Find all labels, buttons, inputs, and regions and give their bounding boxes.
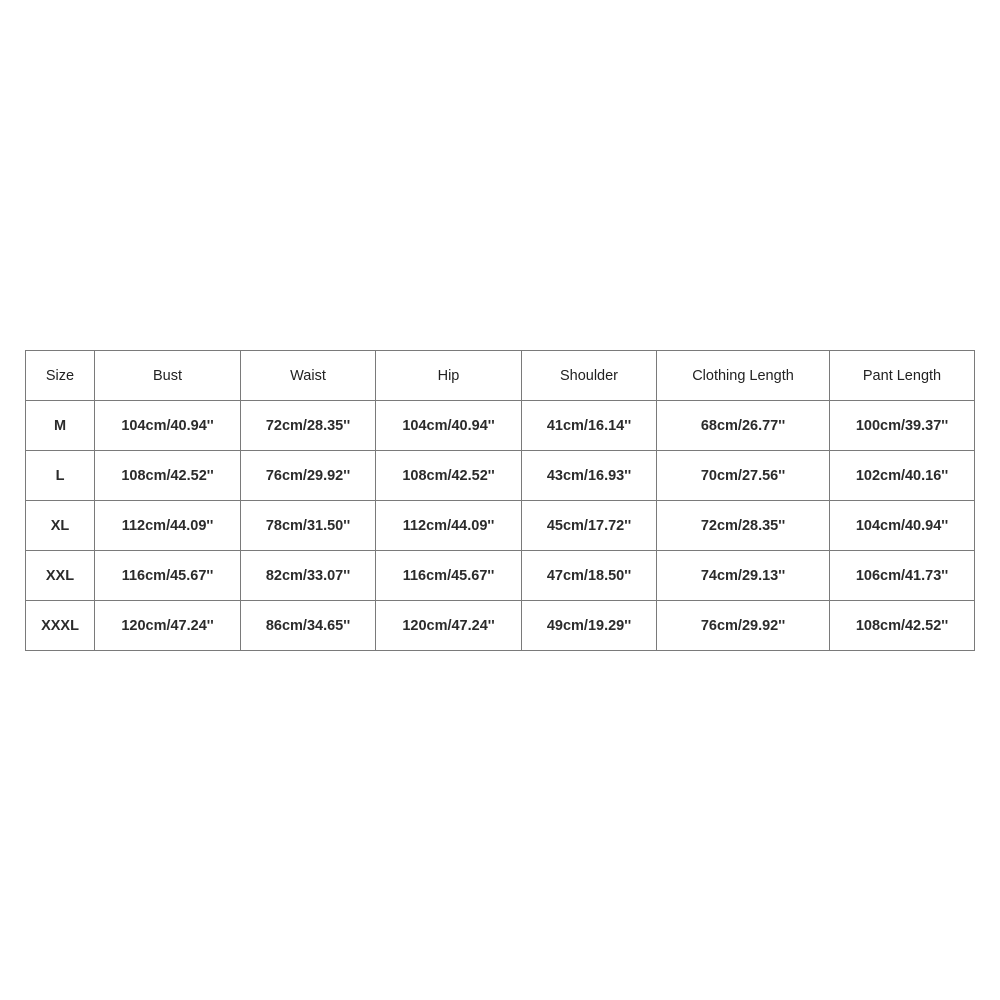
size-chart-header [26, 351, 975, 401]
cell-pant-length: 106cm/41.73'' [830, 551, 975, 601]
cell-pant-length: 102cm/40.16'' [830, 451, 975, 501]
cell-waist: 82cm/33.07'' [241, 551, 376, 601]
cell-waist: 78cm/31.50'' [241, 501, 376, 551]
header-hip: Hip [376, 351, 522, 401]
header-waist: Waist [241, 351, 376, 401]
table-row-l [26, 451, 975, 501]
cell-bust: 108cm/42.52'' [95, 451, 241, 501]
cell-clothing-length: 76cm/29.92'' [657, 601, 830, 651]
size-chart-table [25, 350, 975, 651]
cell-waist: 72cm/28.35'' [241, 401, 376, 451]
cell-hip: 120cm/47.24'' [376, 601, 522, 651]
cell-pant-length: 104cm/40.94'' [830, 501, 975, 551]
cell-shoulder: 43cm/16.93'' [522, 451, 657, 501]
cell-waist: 86cm/34.65'' [241, 601, 376, 651]
cell-size: M [26, 401, 95, 451]
cell-clothing-length: 68cm/26.77'' [657, 401, 830, 451]
cell-bust: 120cm/47.24'' [95, 601, 241, 651]
cell-pant-length: 100cm/39.37'' [830, 401, 975, 451]
cell-hip: 104cm/40.94'' [376, 401, 522, 451]
cell-size: L [26, 451, 95, 501]
size-chart-body [26, 401, 975, 651]
cell-size: XXL [26, 551, 95, 601]
header-pant-length: Pant Length [830, 351, 975, 401]
cell-clothing-length: 70cm/27.56'' [657, 451, 830, 501]
header-clothing-length: Clothing Length [657, 351, 830, 401]
header-shoulder: Shoulder [522, 351, 657, 401]
cell-shoulder: 41cm/16.14'' [522, 401, 657, 451]
header-bust: Bust [95, 351, 241, 401]
table-row-xxl [26, 551, 975, 601]
cell-hip: 116cm/45.67'' [376, 551, 522, 601]
cell-size: XXXL [26, 601, 95, 651]
cell-clothing-length: 72cm/28.35'' [657, 501, 830, 551]
cell-shoulder: 45cm/17.72'' [522, 501, 657, 551]
cell-bust: 116cm/45.67'' [95, 551, 241, 601]
cell-size: XL [26, 501, 95, 551]
cell-shoulder: 49cm/19.29'' [522, 601, 657, 651]
cell-hip: 112cm/44.09'' [376, 501, 522, 551]
cell-hip: 108cm/42.52'' [376, 451, 522, 501]
cell-shoulder: 47cm/18.50'' [522, 551, 657, 601]
table-row-xxxl [26, 601, 975, 651]
header-row [26, 351, 975, 401]
cell-clothing-length: 74cm/29.13'' [657, 551, 830, 601]
header-size: Size [26, 351, 95, 401]
cell-waist: 76cm/29.92'' [241, 451, 376, 501]
cell-pant-length: 108cm/42.52'' [830, 601, 975, 651]
table-row-m [26, 401, 975, 451]
cell-bust: 104cm/40.94'' [95, 401, 241, 451]
table-row-xl [26, 501, 975, 551]
cell-bust: 112cm/44.09'' [95, 501, 241, 551]
